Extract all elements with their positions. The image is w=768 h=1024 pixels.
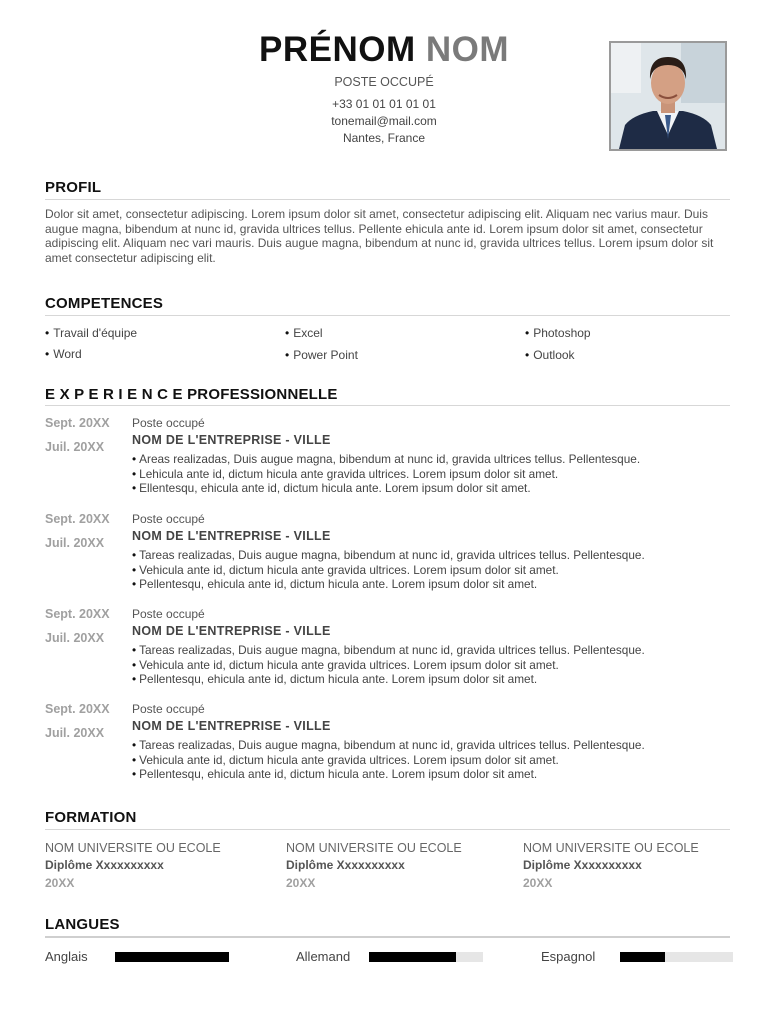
language-level-bar [369,952,483,962]
education-entry [45,840,275,891]
skill-item: • Outlook [525,348,575,362]
email-address: tonemail@mail.com [331,114,437,128]
end-date: Juil. 20XX [45,631,105,645]
skill-item: • Word [45,347,82,361]
divider [45,829,730,830]
language-name: Espagnol [541,949,596,964]
divider [45,405,730,406]
task-item: • Pellentesqu, ehicula ante id, dictum hicula ante. Lorem ipsum dolor sit amet. [132,577,645,592]
profil-text: Dolor sit amet, consectetur adipiscing. Lorem ipsum dolor sit amet, consectetur adipiscing elit. Aliquam nec varius maur. Duis augue magna, bibendum at nunc id, gravida ultrices tellus. Pellente ehicula ante id. Lorem ipsum dolor sit amet, consectetur adipiscing elit. Aliquam nec vari mauris. Duis augue magna, bibendum at nunc id, gravida ultrices tellus. Lorem ipsum dolor sit amet consectetur adipiscing elit. [45,207,714,265]
company-name: NOM DE L'ENTREPRISE - VILLE [132,529,331,543]
school-name: NOM UNIVERSITE OU ECOLE [286,841,462,855]
school-name: NOM UNIVERSITE OU ECOLE [523,841,699,855]
skill-item: • Photoshop [525,326,591,340]
company-name: NOM DE L'ENTREPRISE - VILLE [132,719,331,733]
language-name: Anglais [45,949,88,964]
task-item: • Tareas realizadas, Duis augue magna, bibendum at nunc id, gravida ultrices tellus. Pellentesque. [132,548,645,563]
diploma: Diplôme Xxxxxxxxxx [523,858,642,872]
first-name: PRÉNOM [258,30,416,69]
diploma: Diplôme Xxxxxxxxxx [286,858,405,872]
graduation-year: 20XX [45,876,75,890]
graduation-year: 20XX [523,876,553,890]
task-item: • Pellentesqu, ehicula ante id, dictum hicula ante. Lorem ipsum dolor sit amet. [132,672,645,687]
position: Poste occupé [132,607,205,621]
skill-item: • Travail d'équipe [45,326,138,340]
position: Poste occupé [132,416,205,430]
position: Poste occupé [132,702,205,716]
task-item: • Vehicula ante id, dictum hicula ante gravida ultrices. Lorem ipsum dolor sit amet. [132,563,645,578]
task-item: • Vehicula ante id, dictum hicula ante gravida ultrices. Lorem ipsum dolor sit amet. [132,658,645,673]
skill-item: • Power Point [285,348,358,362]
task-list [132,643,645,687]
start-date: Sept. 20XX [45,416,110,430]
divider [45,199,730,200]
company-name: NOM DE L'ENTREPRISE - VILLE [132,433,331,447]
task-list [132,738,645,782]
language-level-fill [620,952,665,962]
education-entry [286,840,516,891]
section-title-experience: E X P E R I E N C E PROFESSIONNELLE [45,386,338,403]
section-title-langues: LANGUES [45,916,120,933]
last-name: NOM [425,30,509,69]
language-level-fill [369,952,456,962]
divider [45,936,730,938]
start-date: Sept. 20XX [45,607,110,621]
education-entry [523,840,753,891]
end-date: Juil. 20XX [45,536,105,550]
skill-item: • Excel [285,326,323,340]
task-item: • Lehicula ante id, dictum hicula ante gravida ultrices. Lorem ipsum dolor sit amet. [132,467,640,482]
divider [45,315,730,316]
diploma: Diplôme Xxxxxxxxxx [45,858,164,872]
language-name: Allemand [296,949,351,964]
job-title: POSTE OCCUPÉ [334,75,434,89]
task-item: • Ellentesqu, ehicula ante id, dictum hicula ante. Lorem ipsum dolor sit amet. [132,481,640,496]
task-list [132,452,640,496]
language-level-bar [115,952,229,962]
section-title-profil: PROFIL [45,179,102,196]
language-level-bar [620,952,733,962]
profile-photo [609,41,727,151]
task-item: • Pellentesqu, ehicula ante id, dictum hicula ante. Lorem ipsum dolor sit amet. [132,767,645,782]
task-item: • Tareas realizadas, Duis augue magna, bibendum at nunc id, gravida ultrices tellus. Pellentesque. [132,738,645,753]
task-item: • Tareas realizadas, Duis augue magna, bibendum at nunc id, gravida ultrices tellus. Pellentesque. [132,643,645,658]
school-name: NOM UNIVERSITE OU ECOLE [45,841,221,855]
start-date: Sept. 20XX [45,702,110,716]
portrait-illustration [611,43,725,149]
phone-number: +33 01 01 01 01 01 [332,97,436,111]
language-level-fill [115,952,229,962]
start-date: Sept. 20XX [45,512,110,526]
graduation-year: 20XX [286,876,316,890]
end-date: Juil. 20XX [45,726,105,740]
company-name: NOM DE L'ENTREPRISE - VILLE [132,624,331,638]
location: Nantes, France [342,131,426,145]
section-title-formation: FORMATION [45,809,137,826]
task-item: • Areas realizadas, Duis augue magna, bibendum at nunc id, gravida ultrices tellus. Pellentesque. [132,452,640,467]
section-title-competences: COMPETENCES [45,295,164,312]
position: Poste occupé [132,512,205,526]
end-date: Juil. 20XX [45,440,105,454]
task-list [132,548,645,592]
task-item: • Vehicula ante id, dictum hicula ante gravida ultrices. Lorem ipsum dolor sit amet. [132,753,645,768]
